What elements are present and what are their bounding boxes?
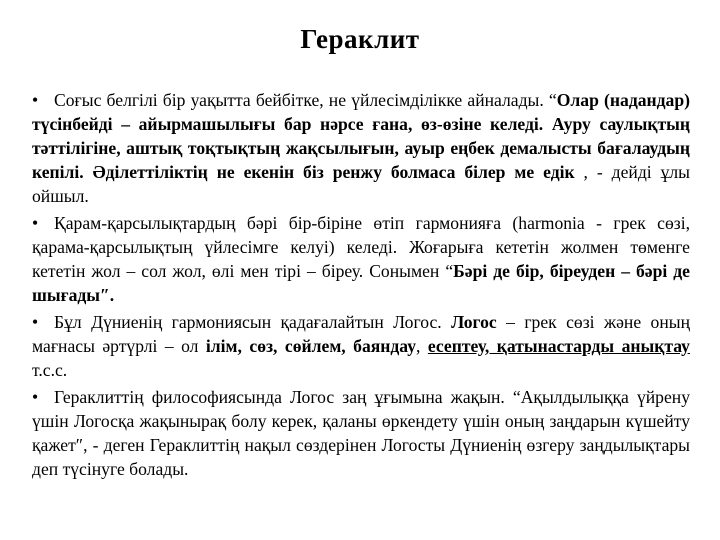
run: Қарам-қарсылықтардың бәрі бір-біріне өтіп гармонияға (harmonia - грек сөзі, қарама-қарсылықтың үйлесімге келуі) келеді. Жоғарыға кететін жолмен төменге кететін жол – сол жол, өлі мен тірі – біреу. Сонымен “ bbox=[32, 213, 690, 281]
slide-body bbox=[32, 88, 690, 484]
paragraph-2 bbox=[32, 211, 690, 307]
bullet-icon: • bbox=[32, 213, 39, 233]
run: Гераклиттің философиясында Логос заң ұғымына жақын. “Ақылдылыққа үйрену үшін Логосқа жақынырақ болу керек, қаланы өркендету үшін оның заңдарын күшейту қажет″, - деген Гераклиттің нақыл сөздерінен Логосты Дүниенің өзгеру заңдылықтары деп түсінуге болады. bbox=[32, 387, 690, 479]
paragraph-4 bbox=[32, 385, 690, 481]
run: – грек сөзі және оның мағнасы әртүрлі – ол bbox=[32, 312, 690, 356]
paragraph-3 bbox=[32, 310, 690, 382]
run: , bbox=[416, 336, 428, 356]
run-bold: Олар (надандар) түсінбейді – айырмашылығы бар нәрсе ғана, өз-өзіне келеді. Ауру саулықтың тәттілігіне, аштық тоқтықтың жақсылығын, ауыр еңбек демалысты бағалаудың кепілі. Әділеттіліктің не екенін біз ренжу болмаса білер ме едік bbox=[32, 90, 690, 182]
bullet-icon: • bbox=[32, 312, 39, 332]
run-bold: ілім, сөз, сөйлем, баяндау bbox=[205, 336, 416, 356]
run: т.с.с. bbox=[32, 360, 68, 380]
paragraph-1 bbox=[32, 88, 690, 208]
run-bold: Бәрі де бір, біреуден – бәрі де шығады″. bbox=[32, 261, 690, 305]
run: , - дейді ұлы ойшыл. bbox=[32, 162, 690, 206]
slide-title: Гераклит bbox=[300, 24, 420, 54]
bullet-icon: • bbox=[32, 387, 39, 407]
run-bold: Логос bbox=[451, 312, 497, 332]
run: Бұл Дүниенің гармониясын қадағалайтын Логос. bbox=[54, 312, 452, 332]
run: Соғыс белгілі бір уақытта бейбітке, не үйлесімділікке айналады. “ bbox=[54, 90, 557, 110]
run-underlined: есептеу, қатынастарды анықтау bbox=[427, 336, 690, 356]
bullet-icon: • bbox=[32, 90, 39, 110]
